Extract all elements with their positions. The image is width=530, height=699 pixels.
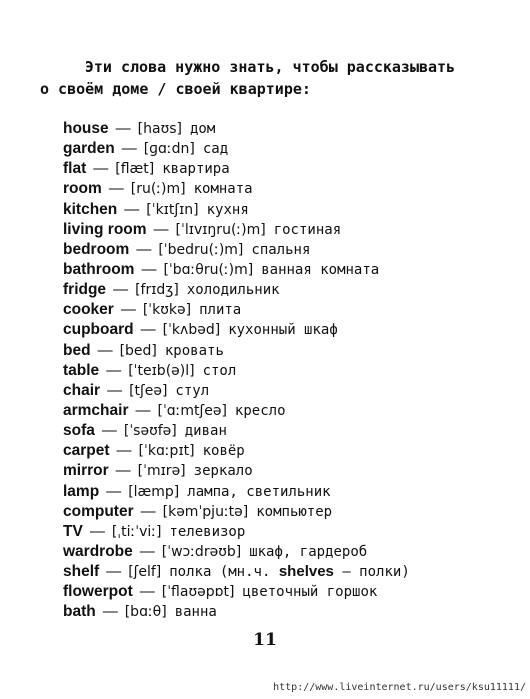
dash: — [120,301,136,319]
dash: — [106,482,122,500]
russian-translation: компьютер [256,503,333,520]
vocab-entry [63,199,523,219]
vocab-entry [63,299,523,319]
dash: — [135,401,151,419]
transcription: [ɡɑːdn] [143,141,195,158]
russian-translation: ванна [174,604,217,621]
vocab-entry [63,420,523,440]
english-word: garden [63,140,115,158]
vocab-entry [63,279,523,299]
dash: — [121,140,137,158]
russian-translation: дом [189,121,216,137]
vocab-entry [63,400,523,420]
dash: — [115,462,131,480]
vocab-entry [63,219,523,239]
russian-translation: холодильник [186,282,280,299]
english-word: cooker [63,301,114,319]
dash: — [102,603,118,621]
vocab-entry [63,138,523,158]
english-word: cupboard [63,321,134,339]
russian-translation: кровать [164,342,224,359]
english-word: room [63,180,102,198]
vocab-entry [63,440,523,460]
english-word: bathroom [63,260,135,278]
english-word: fridge [63,281,107,299]
source-url-watermark: http://www.liveinternet.ru/users/ksu11111/ [273,682,526,693]
english-word: living room [63,220,147,238]
english-word: house [63,120,109,137]
vocab-entry [63,541,523,561]
transcription: [tʃeə] [129,382,168,399]
heading-line-2: о своём доме / своей квартире: [40,80,311,98]
russian-translation: шкаф, гардероб [249,543,368,560]
dash: — [140,502,156,520]
vocab-entry [63,380,523,400]
russian-translation: стул [175,382,210,399]
transcription: [ru(ː)m] [130,181,186,198]
russian-translation: цветочный горшок [242,584,378,601]
dash: — [106,563,122,581]
russian-translation: комната [193,181,253,198]
vocab-entry [63,460,523,480]
transcription: [ˈwɔːdrəʊb] [161,543,242,560]
vocab-entry [63,561,523,581]
dash: — [153,220,169,238]
dash: — [97,341,113,359]
translation-part: — полки) [342,564,410,581]
vocab-entry [63,340,523,360]
dash: — [124,200,140,218]
russian-translation: стол [202,362,237,379]
transcription: [kəmˈpjuːtə] [162,503,249,520]
dash: — [108,180,124,198]
vocab-entry [63,360,523,380]
english-word: TV [63,522,83,540]
transcription: [ˈkʊkə] [142,302,192,319]
russian-translation: лампа, светильник [187,483,331,500]
transcription: [bɑːθ] [124,604,167,621]
vocab-entry [63,601,523,621]
vocab-entry [63,521,523,541]
russian-translation: плита [199,302,242,319]
dash: — [139,583,155,601]
transcription: [ˈsəʊfə] [123,423,177,440]
vocab-entry [63,239,523,259]
english-word: computer [63,502,134,520]
vocab-entry [63,178,523,198]
russian-translation: зеркало [193,463,253,480]
vocab-entry [63,501,523,521]
russian-translation: ванная комната [261,261,380,278]
transcription: [ˈkɪtʃɪn] [146,201,199,218]
vocab-entry [63,118,523,138]
dash: — [113,281,129,299]
transcription: [ˈkʌbəd] [162,322,221,339]
english-word: bedroom [63,240,130,258]
vocab-entry [63,481,523,501]
vocab-entry [63,319,523,339]
english-word: sofa [63,422,95,440]
transcription: [ˈbedru(ː)m] [158,241,244,258]
transcription: [ˌtiːˈviː] [111,523,162,540]
english-word: flowerpot [63,583,133,601]
russian-translation: кухня [206,201,249,218]
russian-translation [169,564,410,580]
russian-translation: ковёр [202,443,245,460]
transcription: [flæt] [115,161,155,178]
vocab-entry [63,581,523,601]
dash: — [141,260,157,278]
transcription: [bed] [119,342,157,359]
english-word: carpet [63,442,110,460]
transcription: [ˈflaʊəpɒt] [161,584,235,601]
transcription: [ʃelf] [128,564,162,581]
dash: — [107,381,123,399]
english-word: mirror [63,462,109,480]
english-word: bed [63,341,91,359]
transcription: [ˈmɪrə] [137,463,186,480]
vocab-entry [63,158,523,178]
page-number: 11 [253,630,277,650]
english-word: armchair [63,401,129,419]
english-word: flat [63,160,87,178]
vocab-entry [63,259,523,279]
english-word: bath [63,603,96,621]
dash: — [106,361,122,379]
translation-part: полка (мн.ч. [169,564,271,581]
transcription: [ˈlɪvɪŋru(ː)m] [175,221,266,238]
section-heading [40,56,500,100]
dash: — [89,522,105,540]
russian-translation: кресло [234,402,286,419]
dash: — [101,422,117,440]
transcription: [haʊs] [137,121,182,137]
english-word: kitchen [63,200,118,218]
dash: — [116,442,132,460]
russian-translation: телевизор [169,523,246,540]
english-word: wardrobe [63,542,133,560]
russian-translation: диван [184,423,227,440]
transcription: [ˈkɑːpɪt] [138,443,195,460]
english-word: table [63,361,100,379]
transcription: [ˈɑːmtʃeə] [157,402,227,419]
russian-translation: кухонный шкаф [228,322,338,339]
dash: — [93,160,109,178]
dash: — [139,542,155,560]
english-word: lamp [63,482,100,500]
plural-form: shelves [278,563,334,581]
transcription: [ˈteɪb(ə)l] [128,362,195,379]
english-word: shelf [63,563,100,581]
russian-translation: квартира [162,161,230,178]
dash: — [136,240,152,258]
transcription: [læmp] [128,483,180,500]
russian-translation: спальня [251,241,311,258]
dash: — [140,321,156,339]
english-word: chair [63,381,101,399]
heading-line-1: Эти слова нужно знать, чтобы рассказывать [84,58,456,76]
transcription: [ˈbɑːθru(ː)m] [163,261,254,278]
russian-translation: гостиная [273,221,342,238]
dash: — [115,120,131,137]
russian-translation: сад [202,141,229,158]
transcription: [frɪdʒ] [135,282,179,299]
vocabulary-list [63,118,523,622]
